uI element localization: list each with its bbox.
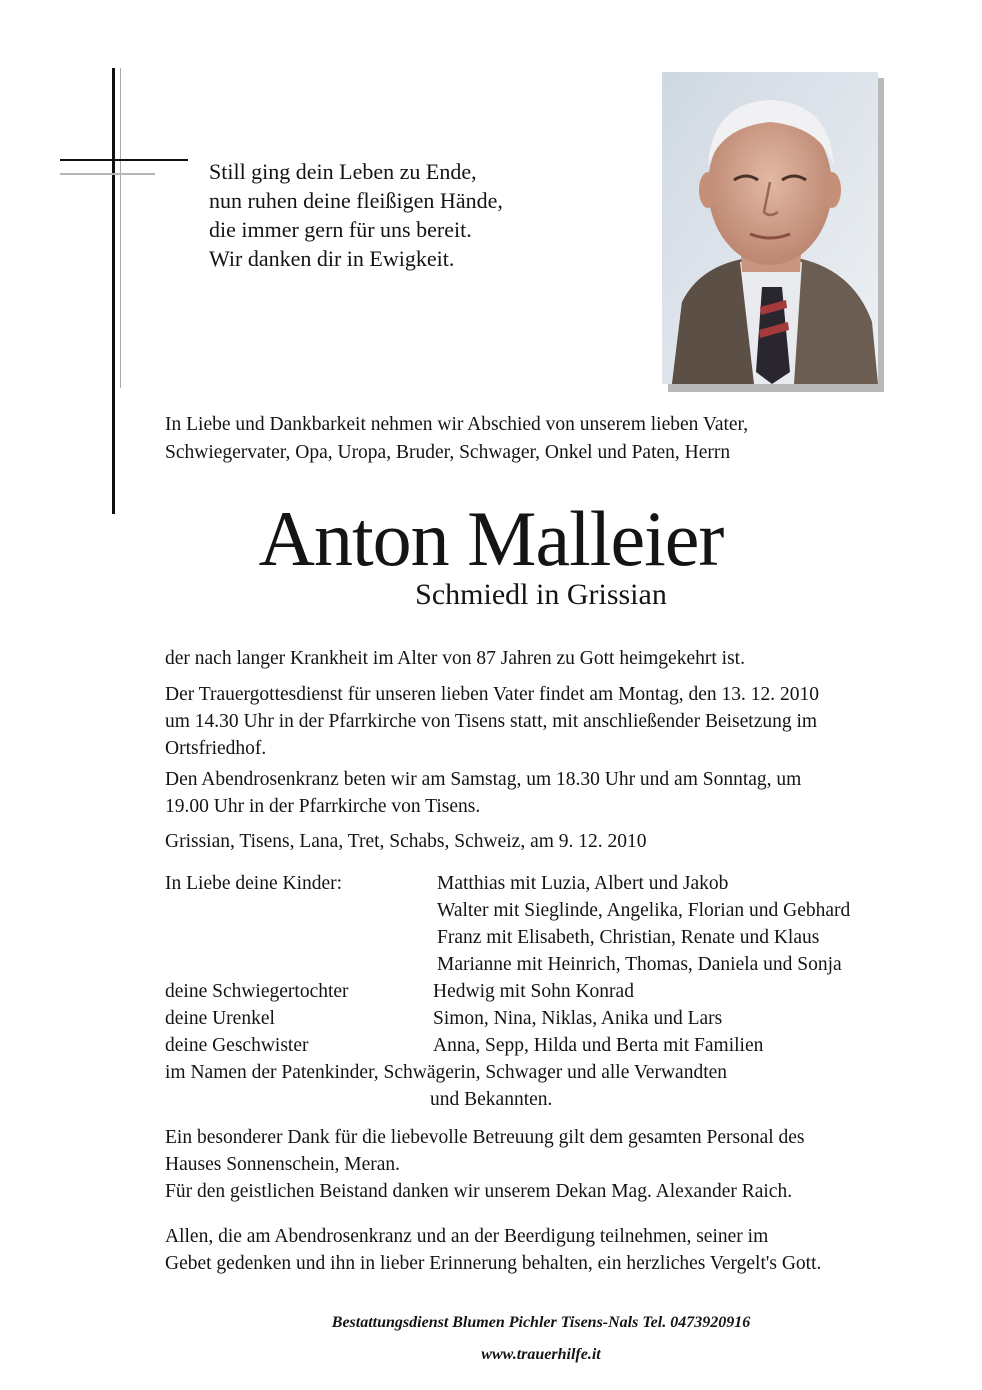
cross-horizontal-bar [60,159,188,161]
verse-line: Wir danken dir in Ewigkeit. [209,246,455,271]
family-child-line: Walter mit Sieglinde, Angelika, Florian und Gebhard [437,900,851,921]
paragraph-line: der nach langer Krankheit im Alter von 87 Jahren zu Gott heimgekehrt ist. [165,648,745,669]
footer-company: Bestattungsdienst Blumen Pichler Tisens-Nals Tel. 0473920916 [331,1314,751,1331]
paragraph-line: um 14.30 Uhr in der Pfarrkirche von Tisens statt, mit anschließender Beisetzung im [165,711,818,732]
cross-vertical-shadow [120,68,121,388]
thanks-line: Ein besonderer Dank für die liebevolle Betreuung gilt dem gesamten Personal des [165,1127,805,1148]
thanks-line: Allen, die am Abendrosenkranz und an der Beerdigung teilnehmen, seiner im [165,1226,769,1247]
family-others-line: im Namen der Patenkinder, Schwägerin, Schwager und alle Verwandten [165,1062,728,1083]
footer-website-link[interactable]: www.trauerhilfe.it [481,1346,601,1363]
cross-horizontal-shadow [60,173,155,175]
verse-line: Still ging dein Leben zu Ende, [209,159,477,184]
family-children-label: In Liebe deine Kinder: [165,873,343,894]
paragraph-line: Grissian, Tisens, Lana, Tret, Schabs, Schweiz, am 9. 12. 2010 [165,831,647,852]
thanks-clergy [165,1178,792,1205]
family-great-grandchildren: Simon, Nina, Niklas, Anika und Lars [433,1008,723,1029]
deceased-name: Anton Malleier [258,495,724,582]
family-siblings-label: deine Geschwister [165,1035,309,1056]
family-child-line: Marianne mit Heinrich, Thomas, Daniela und Sonja [437,954,842,975]
intro-text [165,411,748,467]
family-others-line: und Bekannten. [430,1089,553,1110]
paragraph-line: Den Abendrosenkranz beten wir am Samstag, um 18.30 Uhr und am Sonntag, um [165,769,802,790]
paragraph-death-notice [165,645,745,672]
thanks-care-staff [165,1124,805,1178]
paragraph-funeral-service [165,681,819,762]
paragraph-line: 19.00 Uhr in der Pfarrkirche von Tisens. [165,796,481,817]
paragraph-place-date [165,828,647,855]
family-great-grandchildren-label: deine Urenkel [165,1008,275,1029]
intro-line: In Liebe und Dankbarkeit nehmen wir Abschied von unserem lieben Vater, [165,414,749,435]
family-daughter-in-law-label: deine Schwiegertochter [165,981,349,1002]
portrait-illustration [662,72,878,384]
thanks-line: Hauses Sonnenschein, Meran. [165,1154,401,1175]
family-children-list [437,870,850,978]
family-child-line: Matthias mit Luzia, Albert und Jakob [437,873,729,894]
portrait-photo [662,72,878,384]
paragraph-rosary [165,766,801,820]
thanks-line: Für den geistlichen Beistand danken wir unserem Dekan Mag. Alexander Raich. [165,1181,793,1202]
deceased-subtitle: Schmiedl in Grissian [415,578,667,611]
family-siblings: Anna, Sepp, Hilda und Berta mit Familien [433,1035,764,1056]
memorial-verse [209,157,503,273]
thanks-attendees [165,1223,821,1277]
intro-line: Schwiegervater, Opa, Uropa, Bruder, Schwager, Onkel und Paten, Herrn [165,442,731,463]
paragraph-line: Ortsfriedhof. [165,738,267,759]
paragraph-line: Der Trauergottesdienst für unseren lieben Vater findet am Montag, den 13. 12. 2010 [165,684,820,705]
family-child-line: Franz mit Elisabeth, Christian, Renate und Klaus [437,927,820,948]
verse-line: die immer gern für uns bereit. [209,217,472,242]
family-daughter-in-law: Hedwig mit Sohn Konrad [433,981,634,1002]
verse-line: nun ruhen deine fleißigen Hände, [209,188,503,213]
thanks-line: Gebet gedenken und ihn in lieber Erinnerung behalten, ein herzliches Vergelt's Gott. [165,1253,822,1274]
cross-vertical-bar [112,68,115,514]
